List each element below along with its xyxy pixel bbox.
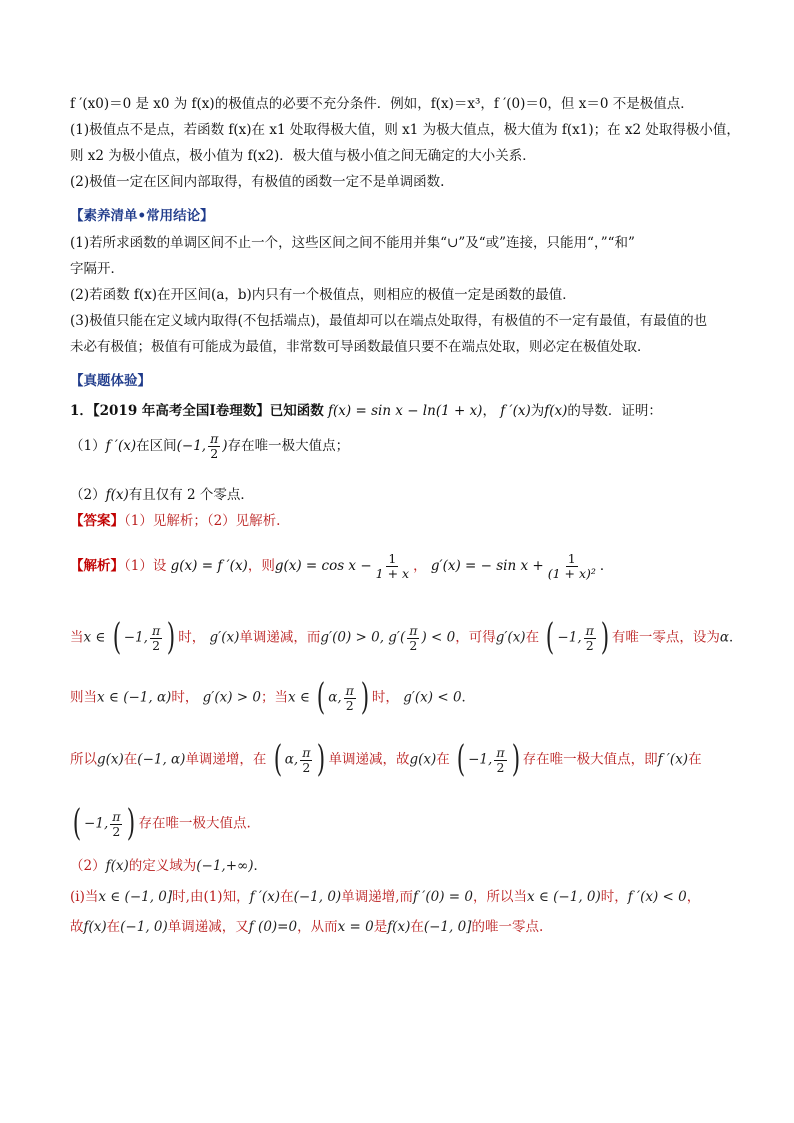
text-line — [70, 173, 730, 191]
math: x ∈ — [83, 629, 106, 646]
text: （2） — [70, 487, 106, 503]
answer-text: （1）见解析；（2）见解析. — [124, 513, 281, 529]
fraction — [407, 624, 419, 653]
math: (−1, 0) — [293, 889, 342, 905]
right-paren: ) — [360, 677, 370, 718]
math: (−1,+∞) — [196, 858, 254, 874]
section-heading — [70, 372, 730, 390]
question-line — [70, 486, 730, 504]
math: f(x) = sin x − ln(1 + x) — [328, 403, 483, 419]
fraction — [374, 552, 411, 581]
math: f(x) — [83, 919, 107, 935]
left-paren: ( — [316, 677, 326, 718]
analysis-label: 【解析】 — [70, 558, 124, 574]
math: f ′(x) — [249, 889, 281, 905]
heading-text: 【真题体验】 — [70, 373, 151, 389]
fraction — [150, 624, 162, 653]
right-paren: ) — [166, 617, 176, 658]
text: ；当 — [260, 689, 288, 706]
fraction — [110, 810, 122, 839]
math: g′(x) > 0 — [202, 689, 261, 706]
math: α, — [284, 751, 299, 768]
text: 时， — [371, 689, 399, 706]
text-line — [70, 312, 730, 330]
math: f (0)=0 — [248, 919, 298, 935]
text: 单调递增，在 — [185, 751, 267, 768]
math: −1, — [557, 629, 582, 646]
question-prefix: 1．【2019 年高考全国Ⅰ卷理数】已知函数 — [70, 403, 324, 419]
math: x ∈ (−1, α) — [97, 689, 172, 706]
text: 在区间 — [136, 438, 177, 454]
math: f ′(0) = 0 — [413, 889, 473, 905]
math: −1, — [468, 751, 493, 768]
heading-text: 【素养清单•常用结论】 — [70, 208, 214, 224]
text: 时， — [178, 629, 206, 646]
math: −1, — [84, 815, 109, 832]
text: 为 — [530, 403, 545, 419]
math: f ′(x) — [500, 403, 531, 419]
question-line — [70, 432, 730, 461]
denominator: 2 — [496, 759, 505, 775]
math: f(x) — [387, 919, 411, 935]
right-paren: ) — [511, 739, 520, 780]
math: (−1, — [176, 438, 207, 454]
text: 则当 — [70, 689, 97, 706]
text: 当 — [70, 629, 84, 646]
right-paren: ) — [317, 739, 326, 780]
text: （1）设 — [124, 558, 167, 574]
text: 在 — [410, 919, 424, 935]
text: 在 — [106, 919, 121, 935]
analysis-line — [70, 617, 743, 658]
text: 有且仅有 2 个零点． — [128, 487, 254, 503]
math: x = 0 — [337, 919, 374, 935]
analysis-line — [70, 803, 730, 844]
denominator: 2 — [152, 637, 161, 653]
text-line — [70, 95, 730, 113]
math: x ∈ (−1, 0] — [98, 889, 173, 905]
fraction — [344, 684, 356, 713]
text: ，可得 — [455, 629, 496, 646]
left-paren: ( — [72, 803, 82, 844]
text: 时， — [600, 889, 628, 905]
question-line — [70, 402, 730, 420]
math: g′(x) < 0 — [403, 689, 462, 706]
text-line — [70, 338, 730, 356]
right-paren: ) — [127, 803, 136, 844]
math: f(x) — [544, 403, 568, 419]
left-paren: ( — [546, 617, 555, 658]
math: (−1, 0) — [120, 919, 168, 935]
math: f(x) — [105, 487, 129, 503]
math: g′(x) — [209, 629, 240, 646]
text: （2） — [70, 858, 106, 874]
denominator: 2 — [585, 637, 594, 653]
answer-line — [70, 512, 730, 530]
text: 存在唯一极大值点，即 — [522, 751, 658, 768]
math: (−1, α) — [137, 751, 186, 768]
denominator: 1 + x — [375, 566, 410, 581]
text: （1） — [70, 438, 106, 454]
text: 单调递增,而 — [341, 889, 413, 905]
analysis-line — [70, 677, 730, 718]
math: −1, — [123, 629, 148, 646]
math: g(x) = f ′(x) — [170, 558, 248, 574]
numerator: π — [496, 744, 505, 760]
math: f ′(x) — [657, 751, 689, 768]
math: ) — [222, 438, 228, 454]
text: ． — [253, 858, 268, 874]
numerator: 1 — [388, 551, 397, 566]
numerator: π — [151, 622, 161, 638]
numerator: π — [409, 622, 418, 638]
math: x ∈ — [287, 689, 310, 706]
math: g′(x) — [495, 629, 526, 646]
numerator: π — [345, 682, 354, 698]
numerator: π — [585, 622, 594, 638]
text: f ′(x0)＝0 是 x0 为 f(x)的极值点的必要不充分条件．例如，f(x)＝x³，f ′(0)＝0，但 x＝0 不是极值点． — [70, 96, 694, 112]
text: ，所以当 — [472, 889, 527, 905]
math: f ′(x) < 0 — [627, 889, 687, 905]
math: g(x) = cos x − — [274, 558, 372, 574]
text: ． — [461, 689, 476, 706]
numerator: π — [112, 808, 121, 824]
text: 则 x2 为极小值点，极小值为 f(x2)．极大值与极小值之间无确定的大小关系． — [70, 148, 536, 164]
math: α, — [328, 689, 342, 706]
math: α — [719, 629, 730, 646]
text: 故 — [70, 919, 84, 935]
text: 的唯一零点. — [471, 919, 544, 935]
denominator: (1 + x)² — [547, 566, 596, 581]
text: 有唯一零点，设为 — [611, 629, 720, 646]
analysis-line — [70, 888, 730, 906]
analysis-line — [70, 857, 730, 875]
left-paren: ( — [273, 739, 282, 780]
text-line — [70, 121, 740, 139]
text-line — [70, 147, 730, 165]
text: (3)极值只能在定义域内取得(不包括端点)，最值却可以在端点处取得，有极值的不一定有最值，有最值的也 — [70, 313, 708, 329]
text: 单调递减，又 — [167, 919, 249, 935]
denominator: 2 — [345, 697, 354, 713]
text: (2)极值一定在区间内部取得，有极值的函数一定不是单调函数. — [70, 174, 445, 190]
text: 在 — [525, 629, 540, 646]
text: (ⅰ)当 — [70, 889, 99, 905]
text: 时， — [171, 689, 199, 706]
denominator: 2 — [210, 446, 219, 461]
analysis-line — [70, 552, 730, 581]
math: g′(x) = − sin x + — [430, 558, 544, 574]
numerator: π — [302, 744, 311, 760]
math: g(x) — [97, 751, 124, 768]
analysis-line — [70, 739, 730, 780]
math: ) < 0 — [421, 629, 456, 646]
math: g(x) — [409, 751, 437, 768]
text: 是 — [373, 919, 388, 935]
text: 存在唯一极大值点. — [138, 815, 251, 832]
text: 的定义域为 — [128, 858, 197, 874]
text: 在 — [436, 751, 450, 768]
numerator: π — [210, 431, 219, 446]
text-line — [70, 286, 730, 304]
fraction — [546, 552, 598, 581]
denominator: 2 — [302, 759, 311, 775]
math: f ′(x) — [105, 438, 137, 454]
text: (2)若函数 f(x)在开区间(a，b)内只有一个极值点，则相应的极值一定是函数的最值． — [70, 287, 576, 303]
right-paren: ) — [600, 617, 610, 658]
fraction — [494, 746, 506, 775]
text: 存在唯一极大值点； — [227, 438, 350, 454]
text: 单调递减，而 — [239, 629, 321, 646]
fraction — [300, 746, 312, 775]
text: 字隔开． — [70, 261, 124, 277]
text: ，从而 — [297, 919, 338, 935]
text: 单调递减，故 — [328, 751, 410, 768]
text: (1)极值点不是点，若函数 f(x)在 x1 处取得极大值，则 x1 为极大值点，极大值为 f(x1)；在 x2 处取得极小值， — [70, 122, 740, 138]
left-paren: ( — [456, 739, 466, 780]
text-line — [70, 260, 730, 278]
math: x ∈ (−1, 0) — [526, 889, 601, 905]
text: (1)若所求函数的单调区间不止一个，这些区间之间不能用并集“∪”及“或”连接，只能用“，”“和” — [70, 235, 635, 251]
math: (−1, 0] — [423, 919, 472, 935]
denominator: 2 — [112, 823, 121, 839]
text-line — [70, 234, 730, 252]
text: ， — [482, 403, 496, 419]
left-paren: ( — [112, 617, 121, 658]
math: f(x) — [105, 858, 129, 874]
text: 时,由(1)知， — [172, 889, 250, 905]
text: ， — [686, 889, 701, 905]
text: ． — [729, 629, 743, 646]
text: ． — [599, 558, 614, 574]
numerator: 1 — [567, 551, 576, 566]
fraction — [584, 624, 596, 653]
text: 所以 — [70, 751, 97, 768]
analysis-line — [70, 918, 730, 936]
text: 的导数．证明： — [567, 403, 662, 419]
text: 在 — [123, 751, 138, 768]
fraction — [208, 432, 220, 461]
text: ， — [413, 558, 427, 574]
answer-label: 【答案】 — [70, 513, 124, 529]
text: 未必有极值；极值有可能成为最值，非常数可导函数最值只要不在端点处取，则必定在极值处取． — [70, 339, 651, 355]
math: g′(0) > 0, g′( — [320, 629, 406, 646]
denominator: 2 — [409, 637, 418, 653]
text: ，则 — [247, 558, 275, 574]
text: 在 — [280, 889, 294, 905]
text: 在 — [688, 751, 702, 768]
section-heading — [70, 207, 730, 225]
